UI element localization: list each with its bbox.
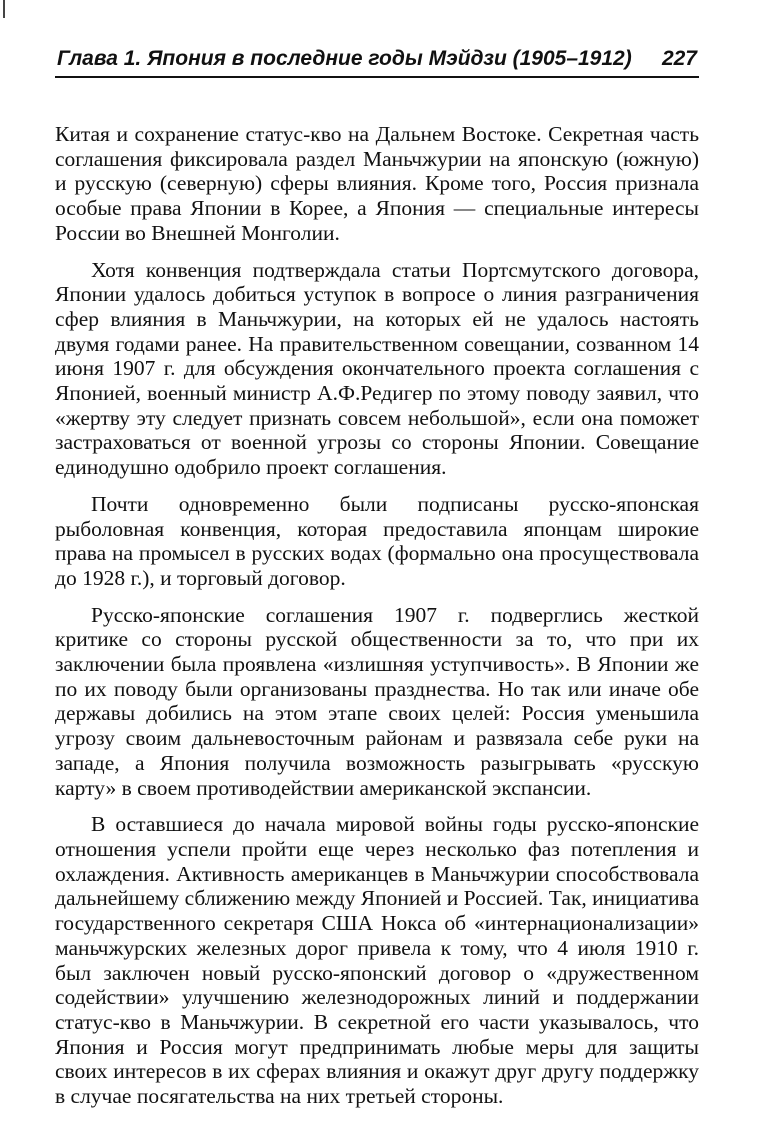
paragraph-5: В оставшиеся до начала мировой войны годы русско-японские отношения успели пройти еще через несколько фаз потепления и охлаждения. Активность американцев в Маньчжурии способствовала дальнейшему сближению между Японией и Россией. Так, инициатива государственного секретаря США Нокса об «интернационализации» маньчжурских железных дорог привела к тому, что 4 июля 1910 г. был заключен новый русско-японский договор о «дружественном содействии» улучшению железнодорожных линий и поддержании статус-кво в Маньчжурии. В секретной его части указывалось, что Япония и Россия могут предпринимать любые меры для защиты своих интересов в их сферах влияния и окажут друг другу поддержку в случае посягательства на них третьей стороны. — [55, 812, 699, 1109]
book-page — [55, 46, 699, 1121]
running-header — [55, 46, 699, 72]
paragraph-4: Русско-японские соглашения 1907 г. подверглись жесткой критике со стороны русской общественности за то, что при их заключении была проявлена «излишняя уступчивость». В Японии же по их поводу были организованы празднества. Но так или иначе обе державы добились на этом этапе своих целей: Россия уменьшила угрозу своим дальневосточным районам и развязала себе руки на западе, а Япония получила возможность разыгрывать «русскую карту» в своем противодействии американской экспансии. — [55, 602, 699, 800]
body-text — [55, 122, 699, 1109]
chapter-title: Глава 1. Япония в последние годы Мэйдзи (1905–1912) — [57, 47, 632, 70]
paragraph-1: Китая и сохранение статус-кво на Дальнем Востоке. Секретная часть соглашения фиксировала раздел Маньчжурии на японскую (южную) и русскую (северную) сферы влияния. Кроме того, Россия признала особые права Японии в Корее, а Япония — специальные интересы России во Внешней Монголии. — [55, 122, 699, 245]
header-rule — [55, 76, 699, 78]
scan-margin-mark — [3, 0, 5, 18]
paragraph-2: Хотя конвенция подтверждала статьи Портсмутского договора, Японии удалось добиться уступок в вопросе о линия разграничения сфер влияния в Маньчжурии, на которых ей не удалось настоять двумя годами ранее. На правительственном совещании, созванном 14 июня 1907 г. для обсуждения окончательного проекта соглашения с Японией, военный министр А.Ф.Редигер по этому поводу заявил, что «жертву эту следует признать совсем небольшой», если она поможет застраховаться от военной угрозы со стороны Японии. Совещание единодушно одобрило проект соглашения. — [55, 257, 699, 480]
page-number: 227 — [661, 47, 697, 70]
paragraph-3: Почти одновременно были подписаны русско-японская рыболовная конвенция, которая предоставила японцам широкие права на промысел в русских водах (формально она просуществовала до 1928 г.), и торговый договор. — [55, 491, 699, 590]
